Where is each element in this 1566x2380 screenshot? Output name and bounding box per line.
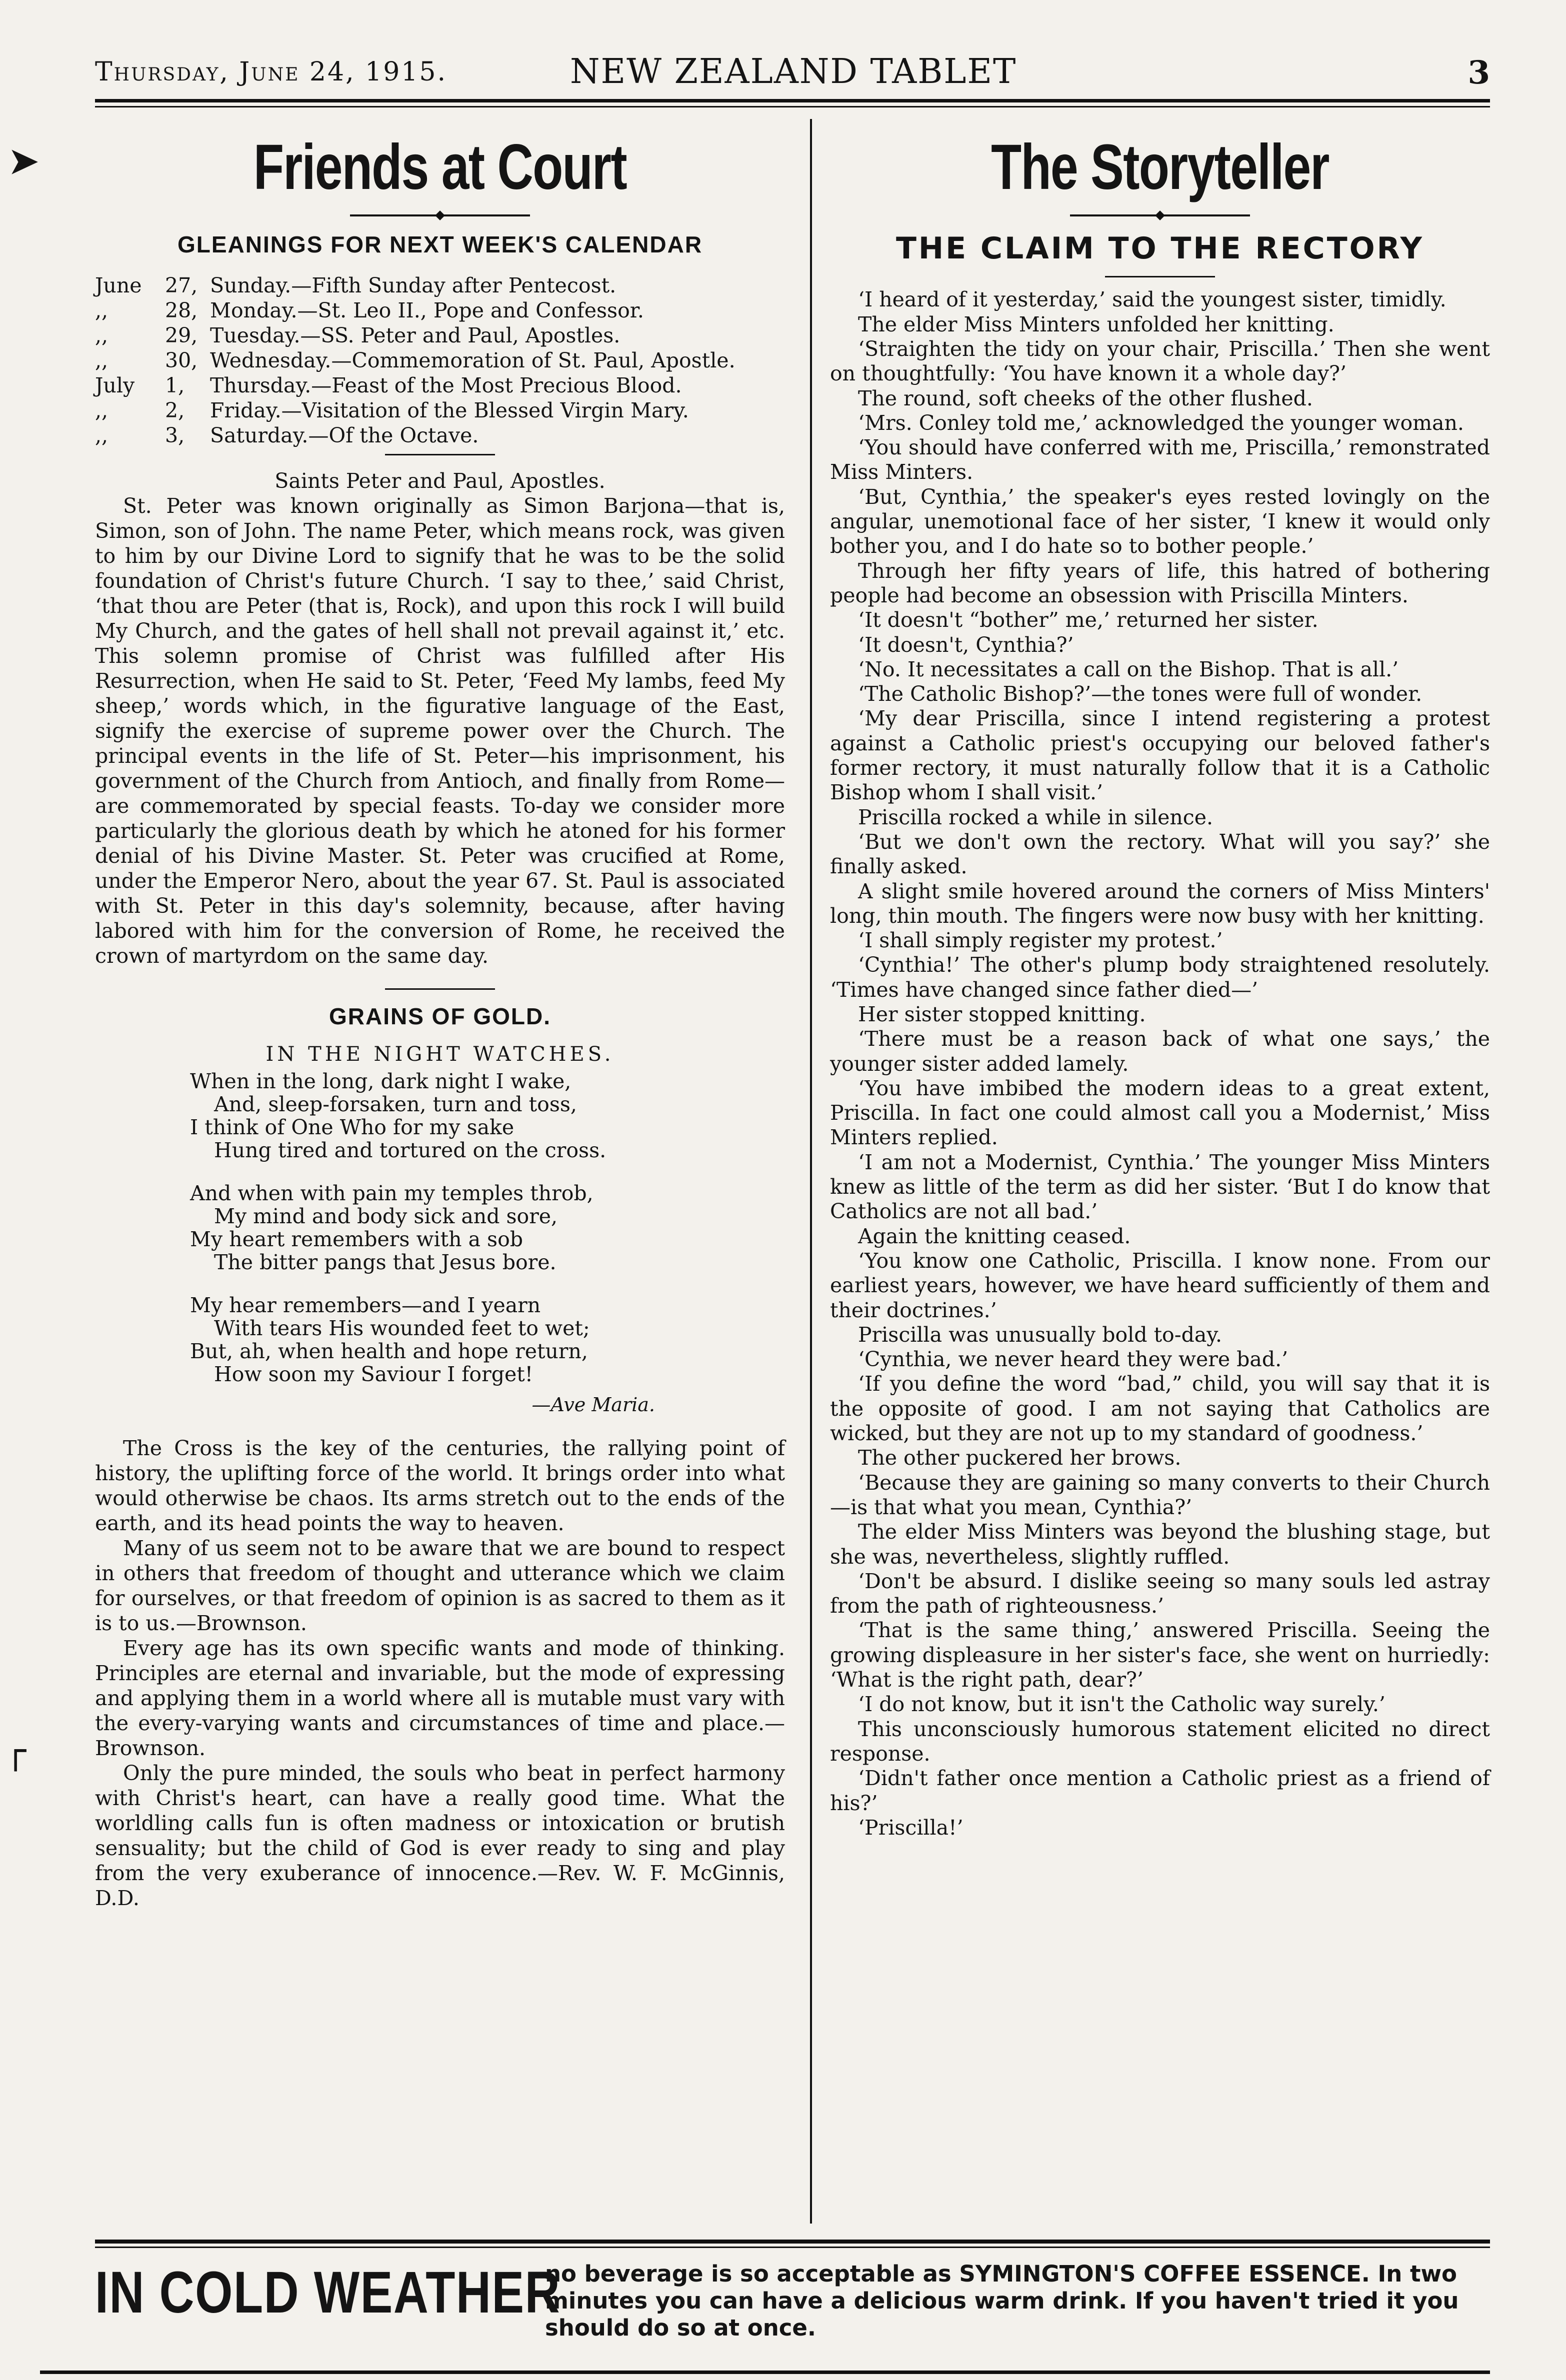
story-paragraph: The elder Miss Minters was beyond the blushing stage, but she was, nevertheless, slightly ruffled. bbox=[830, 1520, 1490, 1569]
ad-rule bbox=[95, 2240, 1490, 2244]
publication-title: NEW ZEALAND TABLET bbox=[570, 52, 1017, 91]
story-paragraph: ‘Mrs. Conley told me,’ acknowledged the younger woman. bbox=[858, 410, 1464, 435]
story-title: THE CLAIM TO THE RECTORY bbox=[896, 231, 1424, 266]
story-paragraph: ‘Don't be absurd. I dislike seeing so many souls led astray from the path of righteousness.’ bbox=[830, 1569, 1490, 1618]
calendar-month: ,, bbox=[95, 423, 108, 448]
calendar-month: ,, bbox=[95, 298, 108, 323]
calendar-list bbox=[95, 273, 785, 448]
saints-paragraph: St. Peter was known originally as Simon Barjona—that is, Simon, son of John. The name Peter, which means rock, was given to him by our Divine Lord to signify that he was to be the solid foundation of Christ's future Church. ‘I say to thee,’ said Christ, ‘that thou are Peter (that is, Rock), and upon this rock I will build My Church, and the gates of hell shall not prevail against it,’ etc. This solemn promise of Christ was fulfilled after His Resurrection, when He said to St. Peter, ‘Feed My lambs, feed My sheep,’ words which, in the figurative language of the East, signify the exercise of supreme power over the Church. The principal events in the life of St. Peter—his imprisonment, his government of the Church from Antioch, and finally from Rome—are commemorated by special feasts. To-day we consider more particularly the glorious death by which he atoned for his former denial of his Divine Master. St. Peter was crucified at Rome, under the Emperor Nero, about the year 67. St. Paul is associated with St. Peter in this day's solemnity, because, after having labored with him for the conversion of Rome, he received the crown of martyrdom on the same day. bbox=[95, 494, 785, 968]
story-paragraph: ‘The Catholic Bishop?’—the tones were full of wonder. bbox=[858, 682, 1422, 706]
friends-at-court-title: Friends at Court bbox=[253, 131, 627, 203]
poem-stanza bbox=[190, 1294, 785, 1386]
poem-line: And when with pain my temples throb, bbox=[190, 1181, 594, 1206]
poem-stanza bbox=[190, 1070, 785, 1162]
poem-line: My mind and body sick and sore, bbox=[214, 1204, 558, 1229]
section-divider bbox=[1105, 276, 1215, 277]
title-ornament bbox=[1070, 212, 1250, 219]
poem-line: Hung tired and tortured on the cross. bbox=[214, 1138, 606, 1163]
story-paragraph: ‘I do not know, but it isn't the Catholic way surely.’ bbox=[858, 1692, 1386, 1717]
story-paragraph: ‘But, Cynthia,’ the speaker's eyes rested lovingly on the angular, unemotional face of her sister, ‘I knew it would only bother you, and I do hate so to bother people.’ bbox=[830, 484, 1490, 558]
calendar-entry bbox=[95, 398, 785, 423]
poem-line: With tears His wounded feet to wet; bbox=[214, 1316, 590, 1341]
calendar-entry bbox=[95, 348, 785, 373]
calendar-entry bbox=[95, 423, 785, 448]
saints-heading: Saints Peter and Paul, Apostles. bbox=[274, 469, 606, 493]
story-paragraph: The round, soft cheeks of the other flushed. bbox=[858, 386, 1313, 410]
story-paragraph: ‘Straighten the tidy on your chair, Priscilla.’ Then she went on thoughtfully: ‘You have known it a whole day?’ bbox=[830, 336, 1490, 386]
body-paragraph: Only the pure minded, the souls who beat in perfect harmony with Christ's heart, can have a really good time. What the worldling calls fun is often madness or intoxication or brutish sensuality; but the child of God is ever ready to sing and play from the very exuberance of innocence.—Rev. W. F. McGinnis, D.D. bbox=[95, 1761, 785, 1911]
story-paragraph: The elder Miss Minters unfolded her knitting. bbox=[858, 312, 1334, 336]
body-paragraph: The Cross is the key of the centuries, the rallying point of history, the uplifting force of the world. It brings order into what would otherwise be chaos. Its arms stretch out to the ends of the earth, and its head points the way to heaven. bbox=[95, 1436, 785, 1536]
margin-corner-mark: ┌ bbox=[5, 1730, 26, 1771]
grains-of-gold-heading: GRAINS OF GOLD. bbox=[329, 1003, 551, 1030]
calendar-day: 3, bbox=[165, 423, 185, 448]
issue-date: Thursday, June 24, 1915. bbox=[95, 57, 447, 87]
story-paragraph: ‘You have imbibed the modern ideas to a great extent, Priscilla. In fact one could almost call you a Modernist,’ Miss Minters replied. bbox=[830, 1076, 1490, 1150]
column-divider bbox=[810, 119, 812, 2224]
story-paragraph: This unconsciously humorous statement elicited no direct response. bbox=[830, 1717, 1490, 1766]
story-paragraph: A slight smile hovered around the corners of Miss Minters' long, thin mouth. The fingers were now busy with her knitting. bbox=[830, 879, 1490, 928]
story-paragraph: ‘I shall simply register my protest.’ bbox=[858, 928, 1223, 953]
calendar-day: 2, bbox=[165, 398, 185, 423]
story-paragraph: ‘It doesn't, Cynthia?’ bbox=[858, 632, 1074, 657]
story-paragraph: ‘You should have conferred with me, Priscilla,’ remonstrated Miss Minters. bbox=[830, 435, 1490, 484]
body-paragraph: Every age has its own specific wants and mode of thinking. Principles are eternal and invariable, but the mode of expressing and applying them in a world where all is mutable must vary with the every-varying wants and circumstances of time and place.—Brownson. bbox=[95, 1636, 785, 1761]
ad-bottom-rule bbox=[40, 2371, 1490, 2374]
story-paragraph: ‘There must be a reason back of what one says,’ the younger sister added lamely. bbox=[830, 1027, 1490, 1076]
story-paragraph: Priscilla rocked a while in silence. bbox=[858, 805, 1213, 829]
poem-title: IN THE NIGHT WATCHES. bbox=[266, 1043, 614, 1066]
poem-line: And, sleep-forsaken, turn and toss, bbox=[214, 1092, 577, 1117]
calendar-heading: GLEANINGS FOR NEXT WEEK'S CALENDAR bbox=[177, 231, 703, 258]
story-paragraph: ‘Didn't father once mention a Catholic priest as a friend of his?’ bbox=[830, 1766, 1490, 1815]
story-body bbox=[830, 287, 1490, 1840]
calendar-text: Thursday.—Feast of the Most Precious Blood. bbox=[210, 373, 682, 398]
story-paragraph: ‘It doesn't “bother” me,’ returned her sister. bbox=[858, 608, 1318, 632]
calendar-text: Saturday.—Of the Octave. bbox=[210, 423, 479, 448]
story-paragraph: ‘Priscilla!’ bbox=[858, 1815, 964, 1840]
story-paragraph: ‘Cynthia!’ The other's plump body straightened resolutely. ‘Times have changed since father died—’ bbox=[830, 953, 1490, 1002]
calendar-entry bbox=[95, 323, 785, 348]
section-divider bbox=[385, 988, 495, 990]
calendar-day: 29, bbox=[165, 323, 198, 348]
page-header bbox=[95, 50, 1490, 95]
calendar-day: 27, bbox=[165, 273, 198, 298]
calendar-entry bbox=[95, 298, 785, 323]
right-column bbox=[830, 120, 1490, 1840]
calendar-day: 28, bbox=[165, 298, 198, 323]
story-paragraph: ‘No. It necessitates a call on the Bishop. That is all.’ bbox=[858, 657, 1399, 681]
story-paragraph: ‘If you define the word “bad,” child, you will say that it is the opposite of good. I am not saying that Catholics are wicked, but they are not up to my standard of goodness.’ bbox=[830, 1372, 1490, 1446]
storyteller-title: The Storyteller bbox=[991, 131, 1329, 203]
ad-rule-thin bbox=[95, 2247, 1490, 2248]
story-paragraph: ‘You know one Catholic, Priscilla. I know none. From our earliest years, however, we have heard sufficiently of them and their doctrines.’ bbox=[830, 1248, 1490, 1322]
calendar-month: ,, bbox=[95, 348, 108, 373]
title-ornament bbox=[350, 212, 530, 219]
calendar-text: Monday.—St. Leo II., Pope and Confessor. bbox=[210, 298, 644, 323]
margin-arrow-icon: ➤ bbox=[9, 140, 38, 181]
ad-text: no beverage is so acceptable as SYMINGTON'S COFFEE ESSENCE. In two minutes you can have a delicious warm drink. If you haven't tried it you should do so at once. bbox=[545, 2261, 1459, 2341]
section-divider bbox=[385, 454, 495, 455]
page-number: 3 bbox=[1468, 54, 1490, 91]
story-paragraph: ‘That is the same thing,’ answered Priscilla. Seeing the growing displeasure in her sister's face, she went on hurriedly: ‘What is the right path, dear?’ bbox=[830, 1618, 1490, 1692]
calendar-month: July bbox=[95, 373, 135, 398]
calendar-text: Tuesday.—SS. Peter and Paul, Apostles. bbox=[210, 323, 620, 348]
calendar-entry bbox=[95, 373, 785, 398]
poem-line: My hear remembers—and I yearn bbox=[190, 1293, 541, 1318]
poem bbox=[190, 1070, 785, 1386]
story-paragraph: ‘My dear Priscilla, since I intend registering a protest against a Catholic priest's occupying our beloved father's former rectory, it must naturally follow that it is a Catholic Bishop whom I shall visit.’ bbox=[830, 706, 1490, 805]
story-paragraph: Priscilla was unusually bold to-day. bbox=[858, 1322, 1222, 1347]
left-column bbox=[95, 120, 785, 1911]
poem-line: The bitter pangs that Jesus bore. bbox=[214, 1250, 556, 1275]
calendar-month: June bbox=[95, 273, 142, 298]
calendar-day: 1, bbox=[165, 373, 185, 398]
header-rule bbox=[95, 99, 1490, 102]
poem-line: But, ah, when health and hope return, bbox=[190, 1339, 588, 1364]
story-paragraph: ‘But we don't own the rectory. What will you say?’ she finally asked. bbox=[830, 829, 1490, 879]
poem-line: How soon my Saviour I forget! bbox=[214, 1362, 534, 1387]
poem-line: I think of One Who for my sake bbox=[190, 1115, 514, 1140]
ad-headline: IN COLD WEATHER bbox=[95, 2260, 561, 2326]
calendar-text: Wednesday.—Commemoration of St. Paul, Apostle. bbox=[210, 348, 736, 373]
story-paragraph: ‘I heard of it yesterday,’ said the youngest sister, timidly. bbox=[858, 287, 1446, 312]
calendar-entry bbox=[95, 273, 785, 298]
calendar-month: ,, bbox=[95, 323, 108, 348]
poem-line: When in the long, dark night I wake, bbox=[190, 1069, 572, 1094]
poem-source: —Ave Maria. bbox=[532, 1394, 655, 1416]
story-paragraph: Her sister stopped knitting. bbox=[858, 1002, 1146, 1026]
story-paragraph: ‘Cynthia, we never heard they were bad.’ bbox=[858, 1347, 1288, 1372]
story-paragraph: ‘I am not a Modernist, Cynthia.’ The younger Miss Minters knew as little of the term as did her sister. ‘But I do know that Catholics are not all bad.’ bbox=[830, 1150, 1490, 1224]
story-paragraph: Through her fifty years of life, this hatred of bothering people had become an obsession with Priscilla Minters. bbox=[830, 558, 1490, 607]
calendar-day: 30, bbox=[165, 348, 198, 373]
story-paragraph: Again the knitting ceased. bbox=[858, 1224, 1131, 1248]
header-rule-thin bbox=[95, 106, 1490, 107]
story-paragraph: ‘Because they are gaining so many converts to their Church—is that what you mean, Cynthia?’ bbox=[830, 1470, 1490, 1519]
poem-line: My heart remembers with a sob bbox=[190, 1227, 524, 1252]
calendar-month: ,, bbox=[95, 398, 108, 423]
calendar-text: Friday.—Visitation of the Blessed Virgin Mary. bbox=[210, 398, 689, 423]
poem-stanza bbox=[190, 1182, 785, 1274]
story-paragraph: The other puckered her brows. bbox=[858, 1446, 1182, 1470]
calendar-text: Sunday.—Fifth Sunday after Pentecost. bbox=[210, 273, 616, 298]
body-paragraph: Many of us seem not to be aware that we are bound to respect in others that freedom of thought and utterance which we claim for ourselves, or that freedom of opinion is as sacred to them as it is to us.—Brownson. bbox=[95, 1536, 785, 1636]
